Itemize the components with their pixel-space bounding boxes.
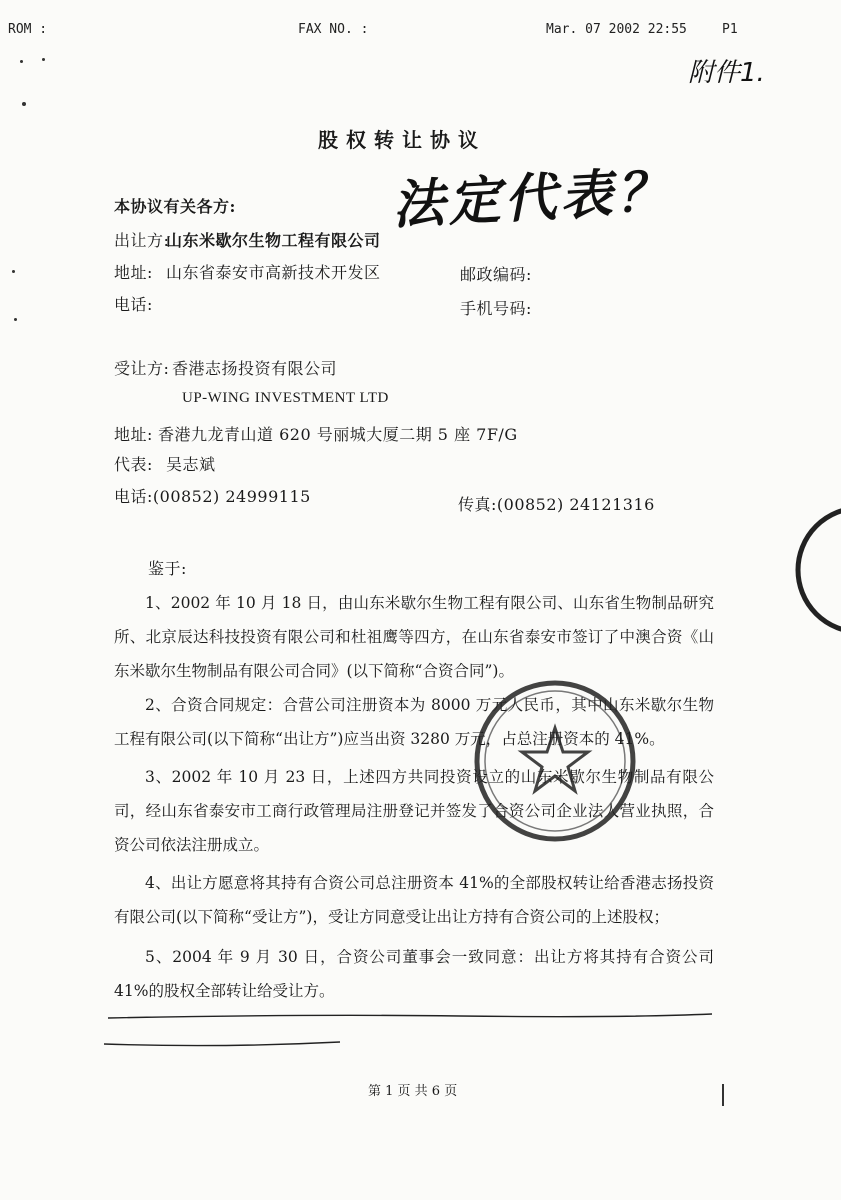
fax-datetime: Mar. 07 2002 22:55 — [546, 22, 687, 37]
transferee-phone: 电话:(00852) 24999115 — [114, 487, 311, 506]
transferee-name-en: UP-WING INVESTMENT LTD — [182, 390, 389, 406]
scan-speck — [42, 58, 45, 61]
transferee-rep-label: 代表: — [114, 455, 153, 474]
clause-2: 2、合资合同规定：合营公司注册资本为 8000 万元人民币，其中山东米歇尔生物工程有限公司(以下简称“出让方”)应当出资 3280 万元，占总注册资本的 41%。 — [114, 696, 714, 748]
transferee-address: 香港九龙青山道 620 号丽城大厦二期 5 座 7F/G — [158, 425, 518, 444]
clause-3: 3、2002 年 10 月 23 日，上述四方共同投资设立的山东米歇尔生物制品有限公司，经山东省泰安市工商行政管理局注册登记并签发了合资公司企业法人营业执照，合资公司依法注册成立。 — [114, 768, 714, 854]
transferor-name: 山东米歇尔生物工程有限公司 — [166, 231, 381, 250]
transferee-address-label: 地址: — [114, 425, 153, 444]
company-seal-stamp — [470, 676, 640, 846]
transferor-mobile-label: 手机号码: — [460, 299, 532, 318]
fax-number-label: FAX NO. : — [298, 22, 369, 37]
transferee-rep: 吴志斌 — [166, 455, 216, 474]
transferor-address: 山东省泰安市高新技术开发区 — [166, 263, 381, 282]
scan-speck — [12, 270, 15, 273]
transferee-name: 香港志扬投资有限公司 — [172, 359, 338, 378]
transferor-label: 出让方: — [114, 231, 170, 250]
clause-4: 4、出让方愿意将其持有合资公司总注册资本 41%的全部股权转让给香港志扬投资有限公司(以下简称“受让方”)，受让方同意受让出让方持有合资公司的上述股权； — [114, 874, 714, 926]
clause-1: 1、2002 年 10 月 18 日，由山东米歇尔生物工程有限公司、山东省生物制品研究所、北京辰达科技投资有限公司和杜祖鹰等四方，在山东省泰安市签订了中澳合资《山东米歇尔生物制品有限公司合同》(以下简称“合资合同”)。 — [114, 594, 714, 680]
handwritten-note: 法定代表？ — [390, 161, 674, 237]
page-footer: 第 1 页 共 6 页 — [368, 1084, 458, 1099]
scan-speck — [22, 102, 26, 106]
fax-page-number: P1 — [722, 22, 738, 37]
handwritten-underline — [100, 1010, 720, 1050]
whereas-heading: 鉴于: — [148, 559, 187, 578]
scan-speck — [20, 60, 23, 63]
fax-rom-label: ROM : — [8, 22, 48, 37]
parties-heading: 本协议有关各方: — [114, 197, 236, 216]
scan-speck — [14, 318, 17, 321]
partial-seal-edge — [790, 500, 841, 640]
clause-5: 5、2004 年 9 月 30 日，合资公司董事会一致同意：出让方将其持有合资公司 41%的股权全部转让给受让方。 — [114, 948, 714, 1000]
transferor-address-label: 地址: — [114, 263, 153, 282]
attachment-note: 附件1. — [688, 58, 765, 88]
margin-mark — [722, 1084, 724, 1106]
transferor-postcode-label: 邮政编码: — [460, 265, 532, 284]
transferee-label: 受让方: — [114, 359, 170, 378]
document-title: 股权转让协议 — [318, 128, 486, 152]
transferee-fax: 传真:(00852) 24121316 — [458, 495, 655, 514]
transferor-phone-label: 电话: — [114, 295, 153, 314]
